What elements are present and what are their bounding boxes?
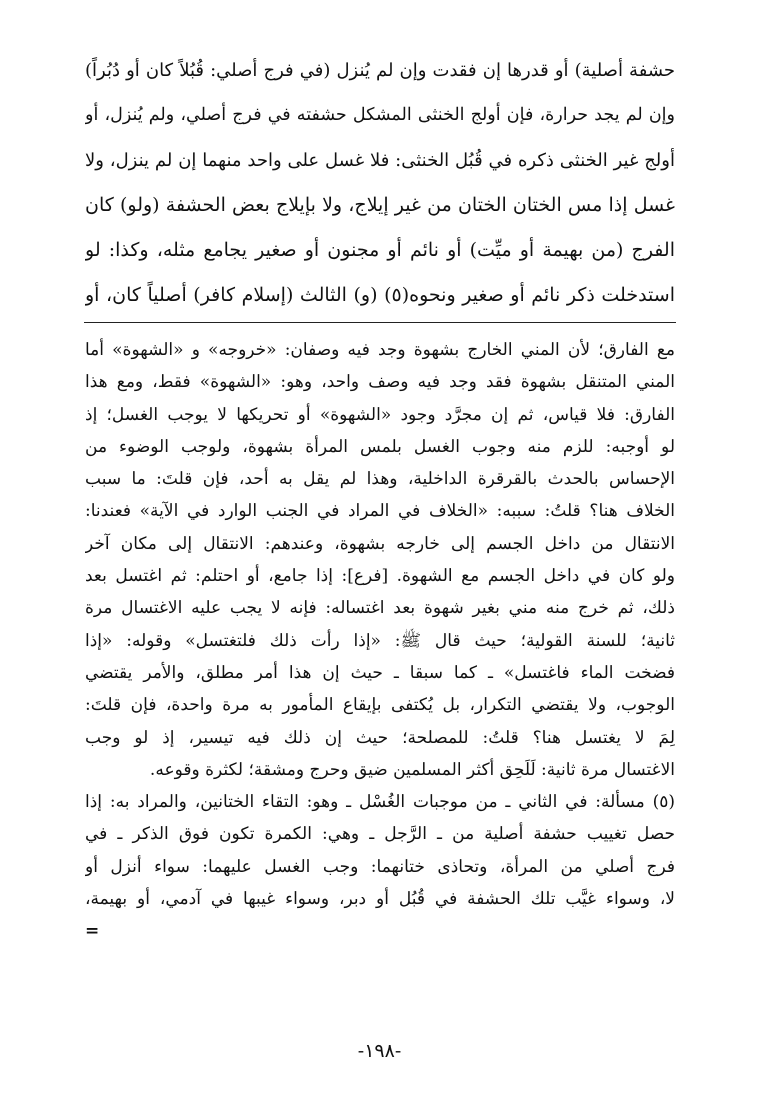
- main-text-line: استدخلت ذكر نائم أو صغير ونحوه(٥) (و) الثالث (إسلام كافر) أصلياً كان، أو: [85, 284, 675, 306]
- footnotes: [85, 334, 675, 948]
- footnote-separator: [84, 322, 676, 323]
- footnote-line: لا، وسواء غيَّب تلك الحشفة في قُبُل أو دبر، وسواء غيبها في آدمي، أو بهيمة،: [85, 889, 675, 910]
- footnote-line: الإحساس بالحدث بالقرقرة الداخلية، وهذا لم يقل به أحد، فإن قلتَ: ما سبب: [85, 469, 675, 490]
- footnote-line: لو أوجبه: للزم منه وجوب الغسل بلمس المرأة بشهوة، ولوجب الوضوء من: [85, 436, 675, 457]
- continuation-mark: =: [85, 921, 100, 942]
- footnote-line: الاغتسال مرة ثانية: لَلَحِق أكثر المسلمين ضيق وحرج ومشقة؛ لكثرة وقوعه.: [149, 759, 675, 780]
- footnote-line: الخلاف هنا؟ قلتُ: سببه: «الخلاف في المراد في الجنب الوارد في الآية» فعندنا:: [85, 501, 675, 522]
- footnote-line: الفارق: فلا قياس، ثم إن مجرَّد وجود «الشهوة» أو تحريكها لا يوجب الغسل؛ إذ: [85, 404, 675, 425]
- footnote-line: مع الفارق؛ لأن المني الخارج بشهوة وجد فيه وصفان: «خروجه» و «الشهوة» أما: [85, 340, 675, 360]
- footnote-line: لِمَ لا يغتسل هنا؟ قلتُ: للمصلحة؛ حيث إن ذلك فيه تيسير، إذ لو وجب: [85, 727, 675, 748]
- footnote-line: الانتقال من داخل الجسم إلى خارجه بشهوة، وعندهم: الانتقال إلى مكان آخر: [85, 533, 675, 554]
- footnote-line: ذلك، ثم خرج منه مني بغير شهوة بعد اغتساله: فإنه لا يجب عليه الاغتسال مرة: [85, 598, 675, 619]
- footnote-line: (٥) مسألة: في الثاني ـ من موجبات الغُسْل ـ وهو: التقاء الختانين، والمراد به: إذا: [85, 792, 675, 813]
- main-text: [85, 48, 675, 318]
- main-text-line: الفرج (من بهيمة أو ميِّت) أو نائم أو مجنون أو صغير يجامع مثله، وكذا: لو: [85, 239, 675, 261]
- footnote-line: المني المتنقل بشهوة فقد وجد فيه وصف واحد، وهو: «الشهوة» فقط، ومع هذا: [85, 372, 675, 393]
- footnote-line: ثانية؛ للسنة القولية؛ حيث قال ﷺ: «إذا رأت ذلك فلتغتسل» وقوله: «إذا: [85, 630, 675, 651]
- main-text-line: حشفة أصلية) أو قدرها إن فقدت وإن لم يُنزل (في فرج أصلي: قُبُلاً كان أو دُبُراً): [85, 60, 675, 81]
- footnote-line: ولو كان في داخل الجسم مع الشهوة. [فرع]: إذا جامع، أو احتلم: ثم اغتسل بعد: [85, 566, 675, 587]
- main-text-line: غسل إذا مس الختان الختان من غير إيلاج، ولا بإيلاج بعض الحشفة (ولو) كان: [85, 194, 675, 216]
- footnote-line: فرج أصلي من المرأة، وتحاذى ختانهما: وجب الغسل عليهما: سواء أنزل أو: [85, 856, 675, 877]
- page-number: -١٩٨-: [357, 1040, 402, 1062]
- footnote-line: فضخت الماء فاغتسل» ـ كما سبقا ـ حيث إن هذا أمر مطلق، والأمر يقتضي: [85, 662, 675, 683]
- footnote-line: حصل تغييب حشفة أصلية من ـ الرَّجل ـ وهي: الكمرة تكون فوق الذكر ـ في: [85, 824, 675, 845]
- main-text-line: وإن لم يجد حرارة، فإن أولج الخنثى المشكل حشفته في فرج أصلي، ولم يُنزل، أو: [85, 105, 675, 125]
- footnote-line: الوجوب، ولا يقتضي التكرار، بل يُكتفى بإيقاع المأمور به مرة واحدة، فإن قلتَ:: [85, 695, 675, 716]
- main-text-line: أولج غير الخنثى ذكره في قُبُل الخنثى: فلا غسل على واحد منهما إن لم ينزل، ولا: [85, 150, 675, 171]
